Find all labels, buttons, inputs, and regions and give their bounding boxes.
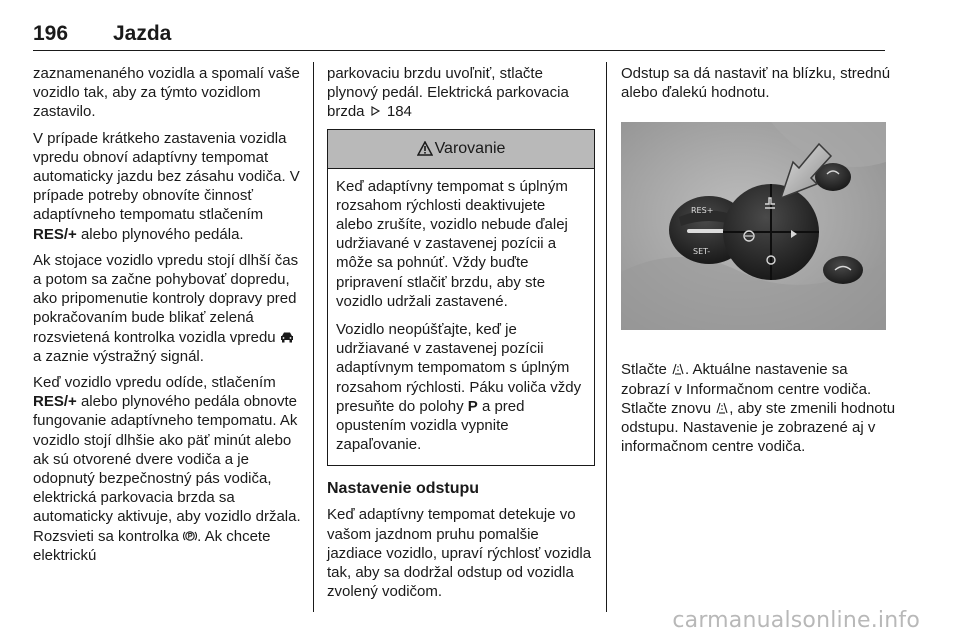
gear-p-label: P [467,397,478,415]
paragraph: Ak stojace vozidlo vpredu stojí dlhší čas a potom sa začne pohybovať dopredu, ako pripomenutie kontroly dopravy pred pokračovaním bude blikať zelená rozsvietená kontrolka vozidla vpredu a zaznie výstražný signál. [33,251,299,365]
res-plus-label: RES/+ [33,225,77,243]
section-title: Jazda [113,22,172,45]
paragraph: Keď adaptívny tempomat detekuje vo vašom jazdnom pruhu pomalšie jazdiace vozidlo, upraví rýchlosť vozidla tak, aby sa dodržal odstup od vozidla zvolený vodičom. [327,506,592,601]
column-1 [33,64,305,572]
paragraph: parkovaciu brzdu uvoľniť, stlačte plynový pedál. Elektrická parkovacia brzda 184 [327,65,569,121]
paragraph: V prípade krátkeho zastavenia vozidla vpredu obnoví adaptívny tempomat automaticky jazdu bez zásahu vodiča. V prípade potreby obnovíte činnosť adaptívneho tempomatu stlačením RES/+ alebo plynového pedála. [33,129,300,243]
set-label: SET- [693,247,711,257]
steering-wheel-controls-figure [621,122,886,330]
column-2 [327,64,595,608]
column-3 [621,64,896,463]
column-divider [313,62,314,612]
warning-header [328,130,594,169]
warning-paragraph: Keď adaptívny tempomat s úplným rozsahom rýchlosti deaktivujete alebo zrušíte, vozidlo nebude ďalej udržiavané v zastavenej pozícii a môže sa pohnúť. Vždy buďte pripravení stlačiť brzdu, aby ste vozidlo udržali zastavené. [336,177,568,310]
paragraph: Odstup sa dá nastaviť na blízku, strednú alebo ďalekú hodnotu. [621,65,891,102]
vehicle-ahead-icon [280,331,294,343]
page-reference: 184 [386,103,412,121]
paragraph: zaznamenaného vozidla a spomalí vaše vozidlo tak, aby za týmto vozidlom zastavilo. [33,65,300,121]
subheading: Nastavenie odstupu [327,480,480,498]
warning-triangle-icon [417,141,433,156]
res-label: RES+ [691,206,714,216]
parking-brake-icon [183,530,197,542]
watermark: carmanualsonline.info [672,608,920,633]
paragraph: Keď vozidlo vpredu odíde, stlačením RES/+ alebo plynového pedála obnovte fungovanie adaptívneho tempomatu. Ak vozidlo stojí dlhšie ako päť minút alebo ak sú otvorené dvere vodiča a je odopnutý bezpečnostný pás vodiča, elektrická parkovacia brzda sa automaticky aktivuje, aby vozidlo držala. Rozsvieti sa kontrolka . Ak chcete elektrickú [33,374,301,564]
gap-setting-icon [671,363,685,375]
header-divider [33,50,885,51]
warning-paragraph: Vozidlo neopúšťajte, keď je udržiavané v zastavenej pozícii adaptívnym tempomatom s úplným rozsahom rýchlosti. Páku voliča vždy presuňte do polohy P a pred opustením vozidla vypnite zapaľovanie. [336,321,582,454]
page-reference-icon [369,105,383,117]
page-header [33,22,885,52]
column-divider [606,62,607,612]
warning-box [327,129,595,467]
paragraph: Stlačte . Aktuálne nastavenie sa zobrazí v Informačnom centre vodiča. Stlačte znovu , aby ste zmenili hodnotu odstupu. Nastavenie je zobrazené aj v informačnom centre vodiča. [621,361,896,456]
warning-title: Varovanie [434,140,506,157]
res-plus-label: RES/+ [33,393,77,411]
gap-setting-icon [715,402,729,414]
page-number: 196 [33,22,69,45]
